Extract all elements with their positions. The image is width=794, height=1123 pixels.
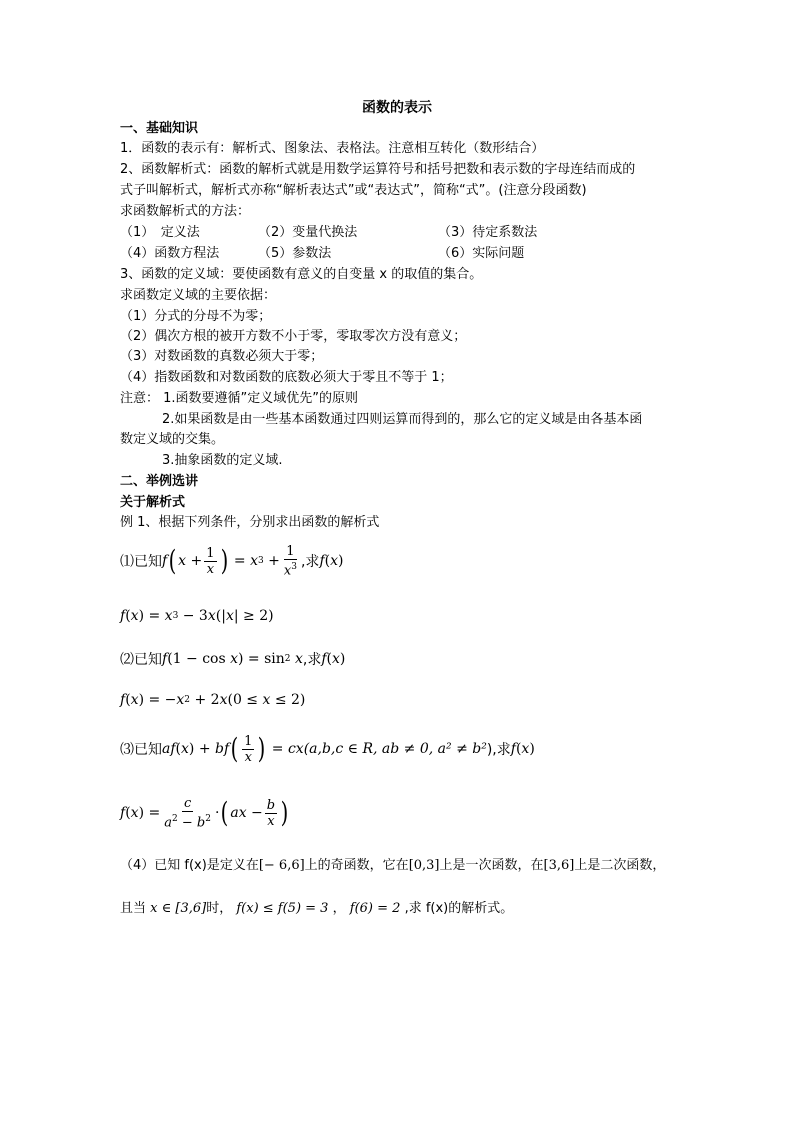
method-item: （1） 定义法	[120, 225, 200, 240]
section-examples: 二、举例选讲	[120, 474, 199, 489]
method-item: （6）实际问题	[438, 246, 525, 261]
method-item: （4）函数方程法	[120, 246, 220, 261]
paragraph-2a: 2、函数解析式：函数的解析式就是用数学运算符号和括号把数和表示数的字母连结而成的	[120, 162, 636, 177]
paragraph-2b: 式子叫解析式，解析式亦称“解析表达式”或“表达式”，简称“式”。(注意分段函数)	[120, 183, 587, 198]
question-2-tail: ,求	[302, 652, 322, 668]
condition-max: f(x) ≤ f(5) = 3	[236, 901, 329, 916]
question-4-line-2: 且当 x ∈ [3,6]时， f(x) ≤ f(5) = 3 ， f(6) = 2 ,求 f(x)的解析式。	[120, 901, 514, 916]
paragraph-3: 3、函数的定义域：要使函数有意义的自变量 x 的取值的集合。	[120, 267, 483, 282]
answer-1: f ( x ) = x 3 − 3 x (| x | ≥ 2)	[120, 608, 274, 624]
interval: [0,3]	[408, 858, 440, 873]
rule-item: （1）分式的分母不为零；	[120, 309, 272, 324]
note-2b: 数定义域的交集。	[120, 432, 225, 447]
interval: [− 6,6]	[258, 858, 305, 873]
example-1-intro: 例 1、根据下列条件，分别求出函数的解析式	[120, 515, 380, 530]
note-1: 注意： 1.函数要遵循”定义域优先”的原则	[120, 391, 359, 406]
rule-item: （2）偶次方根的被开方数不小于零，零取零次方没有意义；	[120, 329, 467, 344]
interval: [3,6]	[543, 858, 575, 873]
method-item: （2）变量代换法	[258, 225, 358, 240]
page-title: 函数的表示	[362, 100, 432, 116]
condition-value: f(6) = 2	[349, 901, 401, 916]
domain-title: 求函数定义域的主要依据：	[120, 288, 277, 303]
question-3-tail: ),求	[486, 742, 511, 758]
rule-item: （4）指数函数和对数函数的底数必须大于零且不等于 1；	[120, 370, 453, 385]
note-3: 3.抽象函数的定义域.	[162, 453, 283, 468]
question-1: ⑴已知 f ( x + $\frac{1}{x}$ ) = x 3 + $\frac{1}{x^3}$ ,求 f ( x )	[120, 543, 344, 579]
method-item: （5）参数法	[258, 246, 332, 261]
section-basic-knowledge: 一、基础知识	[120, 121, 199, 136]
rule-item: （3）对数函数的真数必须大于零；	[120, 349, 324, 364]
paragraph-1: 1．函数的表示有：解析式、图象法、表格法。注意相互转化（数形结合）	[120, 141, 545, 156]
question-1-tail: ,求	[300, 554, 320, 570]
question-2: ⑵已知 f (1 − cos x ) = sin 2 x ,求 f ( x )	[120, 651, 346, 668]
condition-domain: x ∈ [3,6]	[150, 901, 207, 916]
method-item: （3）待定系数法	[438, 225, 538, 240]
answer-3: f ( x ) = $\frac{c}{a^2 - b^2}$ · ( ax − $\frac{b}{x}$ )	[120, 795, 289, 831]
subsection-title: 关于解析式	[120, 495, 186, 510]
question-3-condition: cx(a,b,c ∈ R, ab ≠ 0, a² ≠ b²	[287, 741, 487, 757]
note-2a: 2.如果函数是由一些基本函数通过四则运算而得到的，那么它的定义域是由各基本函	[162, 412, 643, 427]
methods-title: 求函数解析式的方法：	[120, 204, 251, 219]
answer-2: f ( x ) = − x 2 + 2 x (0 ≤ x ≤ 2)	[120, 692, 306, 708]
question-3: ⑶已知 af ( x ) + bf ( $\frac{1}{x}$ ) = cx(a,b,c ∈ R, ab ≠ 0, a² ≠ b² ),求 f ( x )	[120, 732, 535, 765]
question-2-label: ⑵已知	[120, 652, 162, 668]
question-4-line-1: （4）已知 f(x)是定义在[− 6,6]上的奇函数，它在[0,3]上是一次函数，在[3,6]上是二次函数，	[120, 858, 666, 873]
question-1-label: ⑴已知	[120, 554, 162, 570]
question-3-label: ⑶已知	[120, 742, 162, 758]
